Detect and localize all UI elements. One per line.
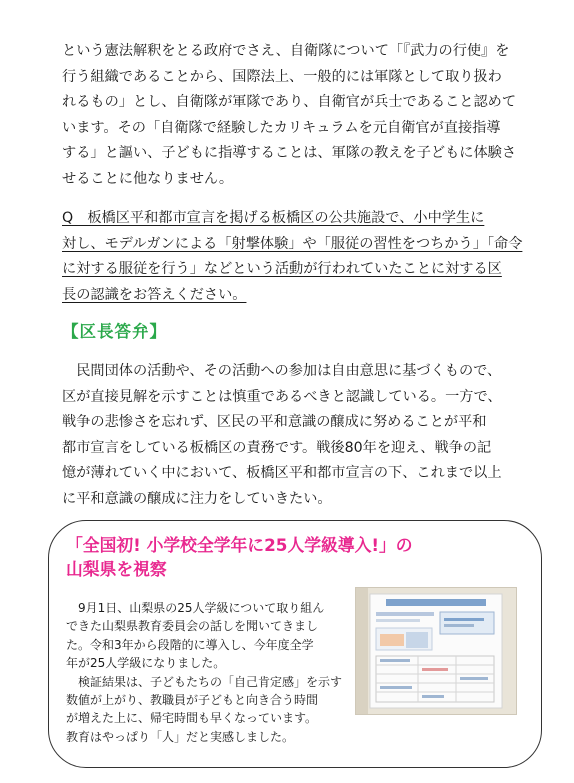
report-line: が増えた上に、帰宅時間も早くなっています。 (66, 711, 318, 726)
answer-line: に平和意識の醸成に注力をしていきたい。 (62, 490, 332, 507)
text-line: する」と謳い、子どもに指導することは、軍隊の教えを子どもに体験さ (62, 145, 517, 161)
question-line: に対する服従を行う」などという活動が行われていたことに対する区 (62, 261, 502, 277)
answer-line: 戦争の悲惨さを忘れず、区民の平和意識の醸成に努めることが平和 (62, 414, 487, 430)
report-line: た。令和3年から段階的に導入し、今年度全学 (66, 637, 314, 652)
report-line: 数値が上がり、教職員が子どもと向き合う時間 (66, 693, 319, 708)
report-line: できた山梨県教育委員会の話しを聞いてきまし (66, 619, 319, 634)
question-line: 対し、モデルガンによる「射撃体験」や「服従の習性をつちかう」「命令 (62, 235, 523, 252)
report-title-line: 山梨県を視察 (66, 559, 167, 579)
answer-heading: 【区長答弁】 (62, 322, 167, 341)
answer-paragraph (62, 359, 532, 512)
text-line: れるもの」とし、自衛隊が軍隊であり、自衛官が兵士であること認めて (62, 94, 517, 110)
text-line: という憲法解釈をとる政府でさえ、自衛隊について「『武力の行使』を (62, 43, 510, 59)
text-line: 行う組織であることから、国際法上、一般的には軍隊として取り扱わ (62, 68, 502, 85)
report-line: 9月1日、山梨県の25人学級について取り組ん (66, 601, 325, 615)
answer-line: 都市宣言をしている板橋区の責務です。戦後80年を迎え、戦争の記 (62, 439, 492, 456)
answer-line: 区が直接見解を示すことは慎重であるべきと認識している。一方で、 (62, 388, 502, 405)
report-text (66, 599, 356, 746)
report-line: 教育はやっぱり「人」だと実感しました。 (66, 729, 295, 744)
answer-line: 民間団体の活動や、その活動への参加は自由意思に基づくもので、 (62, 363, 502, 379)
report-line: 検証結果は、子どもたちの「自己肯定感」を示す (66, 674, 343, 689)
report-line: 年が25人学級になりました。 (66, 656, 226, 671)
handout-photo (356, 588, 516, 714)
handout-photo-illustration (356, 588, 516, 714)
question-paragraph (62, 206, 532, 308)
question-line: Q 板橋区平和都市宣言を掲げる板橋区の公共施設で、小中学生に (62, 210, 485, 226)
question-line: 長の認識をお答えください。 (62, 286, 247, 303)
report-title-line: 「全国初! 小学校全学年に25人学級導入!」の (66, 535, 413, 555)
text-line: います。その「自衛隊で経験したカリキュラムを元自衛官が直接指導 (62, 119, 501, 136)
intro-paragraph (62, 39, 532, 192)
report-title (66, 533, 413, 581)
text-line: せることに他なりません。 (62, 170, 234, 187)
answer-line: 憶が薄れていく中において、板橋区平和都市宣言の下、これまで以上 (62, 465, 502, 481)
